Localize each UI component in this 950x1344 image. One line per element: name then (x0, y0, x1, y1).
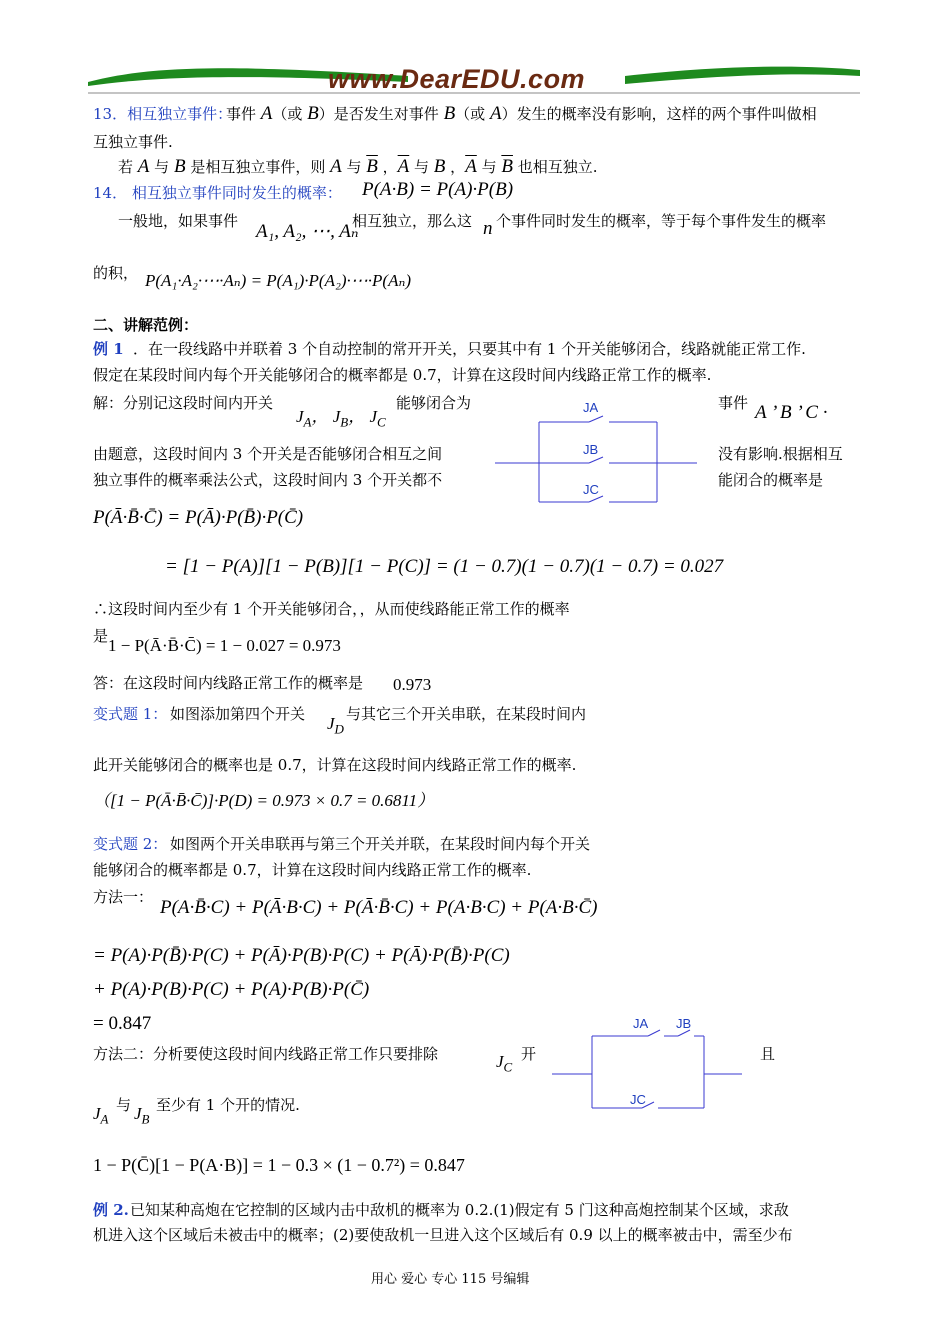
section14-formula2: P(A₁·A₂·⋯·Aₙ) = P(A₁)·P(A₂)·⋯·P(Aₙ) (145, 271, 412, 290)
circuit1-label-ja: JA (583, 400, 599, 415)
variant2-method2a: 方法二：分析要使这段时间内线路正常工作只要排除 (93, 1045, 439, 1063)
variant1-eq: （[1 − P(Ā·B̄·C̄)]·P(D) = 0.973 × 0.7 = 0.6811） (93, 791, 435, 810)
example1-line1: ．在一段线路中并联着 3 个自动控制的常开开关，只要其中有 1 个开关能够闭合，线路就能正常工作. (133, 340, 806, 358)
variant2-eq5: 1 − P(C̄)[1 − P(A·B)] = 1 − 0.3 × (1 − 0.7²) = 0.847 (93, 1155, 465, 1175)
section13-heading: 13．相互独立事件： (93, 105, 233, 123)
page-footer: 用心 爱心 专心 115 号编辑 (371, 1272, 530, 1287)
section14-n: n (483, 218, 493, 239)
variant2-eq1: P(A·B̄·C) + P(Ā·B·C) + P(Ā·B̄·C) + P(A·B·C) + P(A·B·C̄) (160, 897, 598, 918)
example1-sol3a: 独立事件的概率乘法公式，这段时间内 3 个开关都不 (93, 471, 443, 489)
variant2-eq2: = P(A)·P(B̄)·P(C) + P(Ā)·P(B)·P(C) + P(Ā)·P(B̄)·P(C) (93, 945, 510, 966)
example1-line2: 假定在某段时间内每个开关能够闭合的概率都是 0.7，计算在这段时间内线路正常工作的概率. (93, 366, 712, 384)
circuit1-label-jc: JC (583, 482, 599, 497)
header-swoosh-right (625, 62, 860, 92)
example1-sol1b: 能够闭合为 (396, 394, 472, 412)
example2-line2: 机进入这个区域后未被击中的概率；(2)要使敌机一旦进入这个区域后有 0.9 以上的概率被击中，需至少布 (93, 1226, 793, 1244)
variant2-eq4: = 0.847 (93, 1013, 152, 1034)
switch-label-jd: $J_D$ (327, 714, 344, 737)
switch-label-ja: $J_A$ (93, 1104, 109, 1127)
variant2-method2d: 与 (116, 1096, 132, 1114)
variant2-eq3: + P(A)·P(B)·P(C) + P(A)·P(B)·P(C̄) (93, 979, 370, 1000)
variant2-method1: 方法一： (93, 888, 154, 906)
variant2-line2: 能够闭合的概率都是 0.7，计算在这段时间内线路正常工作的概率. (93, 861, 532, 879)
section14-events: A₁, A₂, ⋯, Aₙ (256, 221, 359, 242)
example1-conclusion2: 是 (93, 627, 109, 645)
example1-eq3: 1 − P(Ā·B̄·C̄) = 1 − 0.027 = 0.973 (108, 636, 341, 655)
variant1-line1b: 与其它三个开关串联，在某段时间内 (346, 705, 587, 723)
event-labels-abc: A ’ B ’ C · (755, 402, 828, 423)
example1-sol1a: 解：分别记这段时间内开关 (93, 394, 274, 412)
variant2-label: 变式题 2： (93, 835, 168, 853)
example2-label: 例 2. (93, 1201, 129, 1219)
section14-text3: 个事件同时发生的概率，等于每个事件发生的概率 (496, 212, 827, 230)
section13-line2: 互独立事件. (93, 133, 173, 151)
examples-heading: 二、讲解范例： (93, 316, 199, 334)
variant2-method2b: 开 (521, 1045, 537, 1063)
section14-heading: 14． 相互独立事件同时发生的概率： (93, 184, 342, 202)
section14-text4: 的积， (93, 264, 139, 282)
example2-line1: 已知某种高炮在它控制的区域内击中敌机的概率为 0.2.(1)假定有 5 门这种高炮控制某个区域，求敌 (130, 1201, 789, 1219)
variant2-method2c: 且 (760, 1045, 776, 1063)
circuit1-label-jb: JB (583, 442, 599, 457)
switch-label-jc: $J_C$ (496, 1052, 513, 1075)
section14-formula: P(A·B) = P(A)·P(B) (362, 179, 514, 200)
variant1-line2: 此开关能够闭合的概率也是 0.7，计算在这段时间内线路正常工作的概率. (93, 756, 577, 774)
variant1-label: 变式题 1： (93, 705, 168, 723)
circuit2-label-jb: JB (676, 1016, 692, 1031)
circuit2-label-jc: JC (630, 1092, 646, 1107)
example1-sol1c: 事件 (718, 394, 749, 412)
section14-text2: 相互独立，那么这 (352, 212, 473, 230)
section13-line3: 若 A 与 B 是相互独立事件，则 A 与 $\overline{B}$ ，$\overline{A}$ 与 B ，$\overline{A}$ 与 $\overline{B}$ 也相互独立. (118, 156, 598, 177)
site-logo[interactable]: www.DearEDU.com (328, 64, 586, 94)
example1-answer: 答：在这段时间内线路正常工作的概率是 (93, 674, 364, 692)
section13-line1: 事件 A（或 B）是否发生对事件 B（或 A）发生的概率没有影响，这样的两个事件叫做相 (226, 103, 817, 124)
circuit2-lines (552, 1024, 752, 1114)
section14-text1: 一般地，如果事件 (118, 212, 239, 230)
variant1-line1a: 如图添加第四个开关 (170, 705, 306, 723)
circuit1-lines (495, 398, 705, 508)
variant1-eq-text: [1 − P(Ā·B̄·C̄)]·P(D) = 0.973 × 0.7 = 0.6811 (110, 791, 418, 810)
example1-conclusion1: ∴这段时间内至少有 1 个开关能够闭合，，从而使线路能正常工作的概率 (93, 600, 570, 618)
header-rule (88, 92, 860, 95)
example1-eq1: P(Ā·B̄·C̄) = P(Ā)·P(B̄)·P(C̄) (93, 507, 304, 528)
switch-labels-ja-jb-jc: $J_A$， $J_B$， $J_C$ (296, 407, 386, 430)
example1-label: 例 1 (93, 340, 124, 358)
variant2-method2e: 至少有 1 个开的情况. (156, 1096, 300, 1114)
circuit2-label-ja: JA (633, 1016, 649, 1031)
example1-sol2b: 没有影响.根据相互 (718, 445, 843, 463)
switch-label-jb: $J_B$ (134, 1104, 150, 1127)
example1-sol3b: 能闭合的概率是 (718, 471, 824, 489)
example1-eq2: = [1 − P(A)][1 − P(B)][1 − P(C)] = (1 − 0.7)(1 − 0.7)(1 − 0.7) = 0.027 (165, 556, 724, 577)
variant2-line1: 如图两个开关串联再与第三个开关并联，在某段时间内每个开关 (170, 835, 591, 853)
example1-sol2a: 由题意，这段时间内 3 个开关是否能够闭合相互之间 (93, 445, 443, 463)
example1-answer-value: 0.973 (393, 675, 432, 694)
